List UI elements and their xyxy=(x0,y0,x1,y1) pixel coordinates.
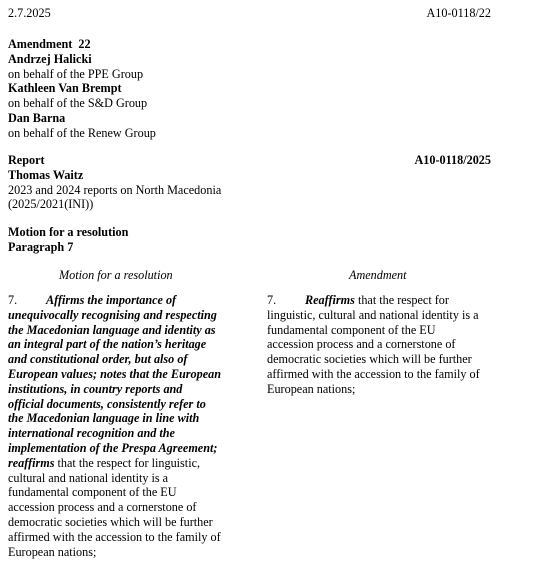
text-line xyxy=(267,367,497,382)
amended-text: implementation of the Prespa Agreement; xyxy=(8,440,218,455)
body-text: accession process and a cornerstone of xyxy=(267,337,456,352)
report-block xyxy=(8,153,221,212)
author-name: Kathleen Van Brempt xyxy=(8,81,122,96)
text-line xyxy=(8,456,240,471)
body-text: linguistic, cultural and national identity is a xyxy=(267,307,479,322)
text-line xyxy=(8,441,240,456)
body-text: affirmed with the accession to the family of xyxy=(8,529,221,544)
body-text: cultural and national identity is a xyxy=(8,470,169,485)
amended-text: the Macedonian language and identity as xyxy=(8,322,216,337)
text-line xyxy=(267,323,497,338)
body-text: that the respect for xyxy=(354,293,449,307)
amended-text: Affirms the importance of xyxy=(46,293,177,307)
text-line xyxy=(8,530,240,545)
amended-text: European values; notes that the European xyxy=(8,366,221,381)
paragraph-number: 7. xyxy=(8,293,18,307)
body-text: democratic societies which will be further xyxy=(267,352,472,367)
text-line xyxy=(8,485,240,500)
text-line xyxy=(267,352,497,367)
text-line xyxy=(8,515,240,530)
amended-text: institutions, in country reports and xyxy=(8,381,183,396)
text-line xyxy=(8,323,240,338)
text-line xyxy=(8,426,240,441)
text-line xyxy=(267,382,497,397)
document-date: 2.7.2025 xyxy=(8,6,51,20)
motion-block xyxy=(8,225,128,255)
amendment-title: Amendment 22 xyxy=(8,37,91,51)
body-text: affirmed with the accession to the family of xyxy=(267,366,480,381)
report-title: 2023 and 2024 reports on North Macedonia xyxy=(8,182,222,197)
author-group: on behalf of the S&D Group xyxy=(8,96,148,111)
text-line xyxy=(267,308,497,323)
text-line xyxy=(8,382,240,397)
author-group: on behalf of the PPE Group xyxy=(8,66,144,81)
amended-text: reaffirms xyxy=(8,455,55,470)
text-line xyxy=(267,337,497,352)
body-text: fundamental component of the EU xyxy=(8,485,177,500)
author-name: Andrzej Halicki xyxy=(8,51,92,66)
left-column-heading: Motion for a resolution xyxy=(59,268,173,282)
body-text: that the respect for linguistic, xyxy=(54,455,201,470)
text-line xyxy=(8,411,240,426)
text-line xyxy=(8,500,240,515)
amended-text: the Macedonian language in line with xyxy=(8,411,200,426)
document-reference: A10-0118/22 xyxy=(426,6,491,20)
text-line xyxy=(8,397,240,412)
body-text: fundamental component of the EU xyxy=(267,322,436,337)
text-line xyxy=(8,308,240,323)
body-text: European nations; xyxy=(8,544,97,559)
author-group: on behalf of the Renew Group xyxy=(8,125,156,140)
amended-text: an integral part of the nation’s heritage xyxy=(8,337,207,352)
author-name: Dan Barna xyxy=(8,110,66,125)
text-line xyxy=(8,471,240,486)
body-text: democratic societies which will be further xyxy=(8,514,213,529)
report-procedure: (2025/2021(INI)) xyxy=(8,197,94,212)
amendment-block xyxy=(8,37,156,141)
paragraph-label: Paragraph 7 xyxy=(8,239,74,254)
amendment-text-column xyxy=(267,293,497,397)
report-number: A10-0118/2025 xyxy=(414,153,491,167)
text-line xyxy=(8,352,240,367)
amended-text: official documents, consistently refer to xyxy=(8,396,206,411)
right-column-heading: Amendment xyxy=(349,268,407,282)
report-label: Report xyxy=(8,153,45,167)
amended-text: unequivocally recognising and respecting xyxy=(8,307,217,322)
text-line xyxy=(8,337,240,352)
paragraph-number: 7. xyxy=(267,293,277,307)
text-line xyxy=(267,293,497,308)
text-line xyxy=(8,367,240,382)
body-text: accession process and a cornerstone of xyxy=(8,500,197,515)
motion-label: Motion for a resolution xyxy=(8,225,129,239)
body-text: European nations; xyxy=(267,381,356,396)
text-line xyxy=(8,293,240,308)
rapporteur-name: Thomas Waitz xyxy=(8,167,84,182)
motion-text-column xyxy=(8,293,240,559)
amended-text: Reaffirms xyxy=(305,293,355,307)
amended-text: international recognition and the xyxy=(8,426,175,441)
text-line xyxy=(8,545,240,560)
amended-text: and constitutional order, but also of xyxy=(8,352,188,367)
